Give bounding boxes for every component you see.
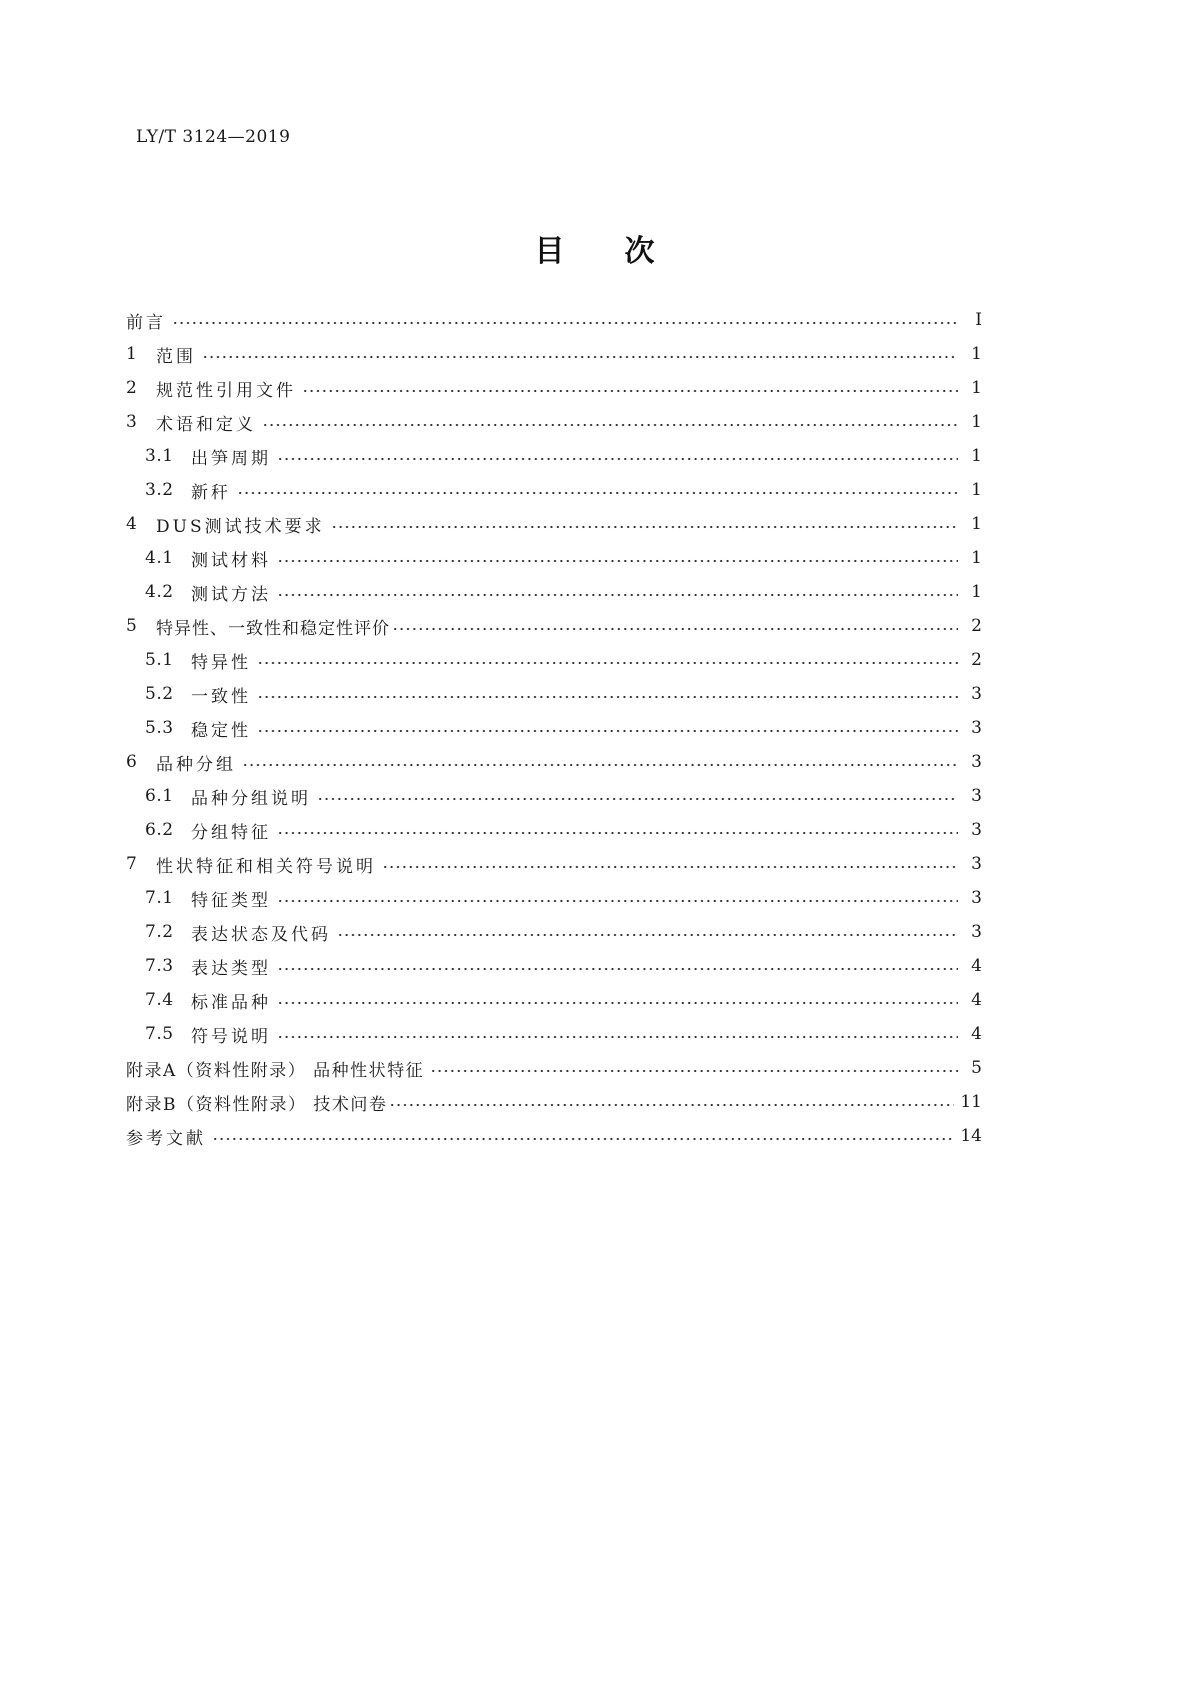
toc-entry-number: 3.2 [145,480,174,500]
toc-entry-7-1[interactable] [145,883,982,913]
toc-entry-page: 3 [971,684,982,704]
toc-entry-label: 性状特征和相关符号说明 [156,856,376,877]
dot-leader [302,373,958,403]
toc-entry-number: 4.2 [145,582,174,602]
toc-entry-1[interactable] [126,339,982,369]
toc-entry-label: 附录A（资料性附录） 品种性状特征 [126,1060,425,1081]
toc-entry-label: DUS测试技术要求 [156,516,325,537]
toc-entry-preface[interactable] [126,305,982,335]
toc-entry-7-5[interactable] [145,1019,982,1049]
toc-entry-label: 表达类型 [191,958,271,979]
toc-entry-4[interactable] [126,509,982,539]
dot-leader [277,441,958,471]
dot-leader [331,509,958,539]
title-char-1: 目 [534,234,567,269]
toc-entry-label: 新秆 [191,482,231,503]
toc-entry-page: 2 [971,616,982,636]
toc-entry-number: 1 [126,344,138,364]
page-title [0,226,1191,270]
toc-entry-page: 4 [971,1024,982,1044]
toc-entry-page: 1 [971,514,982,534]
toc-entry-label: 标准品种 [191,992,271,1013]
toc-entry-number: 2 [126,378,138,398]
toc-entry-label: 术语和定义 [156,414,256,435]
toc-entry-references[interactable] [126,1121,982,1151]
toc-entry-number: 7.4 [145,990,174,1010]
toc-entry-number: 4 [126,514,138,534]
toc-entry-page: 4 [971,956,982,976]
toc-entry-page: 2 [971,650,982,670]
toc-entry-number: 5.3 [145,718,174,738]
dot-leader [382,849,958,879]
toc-entry-label: 特异性、一致性和稳定性评价 [156,618,390,639]
toc-entry-page: 5 [971,1058,982,1078]
dot-leader [277,543,958,573]
toc-entry-5-1[interactable] [145,645,982,675]
toc-entry-page: 1 [971,446,982,466]
dot-leader [257,713,958,743]
title-char-2: 次 [624,234,657,269]
dot-leader [257,645,958,675]
dot-leader [172,305,958,335]
toc-entry-page: 1 [971,378,982,398]
toc-entry-number: 7 [126,854,138,874]
standard-code: LY/T 3124—2019 [136,127,291,147]
toc-entry-label: 规范性引用文件 [156,380,296,401]
toc-entry-2[interactable] [126,373,982,403]
toc-entry-7-2[interactable] [145,917,982,947]
toc-entry-5[interactable] [126,611,982,641]
toc-entry-page: 1 [971,548,982,568]
toc-entry-number: 4.1 [145,548,174,568]
toc-entry-label: 符号说明 [191,1026,271,1047]
dot-leader [277,883,958,913]
toc-entry-number: 7.1 [145,888,174,908]
dot-leader [212,1121,954,1151]
toc-entry-number: 3 [126,412,138,432]
toc-entry-3-2[interactable] [145,475,982,505]
toc-entry-number: 6.2 [145,820,174,840]
toc-entry-number: 7.3 [145,956,174,976]
toc-entry-7-3[interactable] [145,951,982,981]
toc-entry-number: 5.1 [145,650,174,670]
toc-entry-3-1[interactable] [145,441,982,471]
toc-entry-number: 6.1 [145,786,174,806]
toc-entry-3[interactable] [126,407,982,437]
toc-entry-appendix-a[interactable] [126,1053,982,1083]
dot-leader [392,611,958,641]
toc-entry-page: 3 [971,786,982,806]
toc-entry-page: 4 [971,990,982,1010]
toc-entry-number: 6 [126,752,138,772]
toc-entry-page: 1 [971,480,982,500]
dot-leader [277,985,958,1015]
toc-entry-number: 7.2 [145,922,174,942]
toc-entry-label: 品种分组 [156,754,236,775]
toc-entry-number: 5 [126,616,138,636]
toc-entry-label: 品种分组说明 [191,788,311,809]
toc-entry-page: 3 [971,888,982,908]
toc-entry-4-2[interactable] [145,577,982,607]
dot-leader [389,1087,954,1117]
toc-entry-page: 1 [971,412,982,432]
toc-entry-label: 特异性 [191,652,251,673]
dot-leader [262,407,958,437]
toc-entry-appendix-b[interactable] [126,1087,982,1117]
toc-entry-6[interactable] [126,747,982,777]
dot-leader [277,951,958,981]
toc-entry-page: 11 [960,1092,982,1112]
toc-entry-page: 1 [971,344,982,364]
toc-entry-label: 一致性 [191,686,251,707]
dot-leader [317,781,958,811]
toc-entry-6-1[interactable] [145,781,982,811]
toc-entry-5-2[interactable] [145,679,982,709]
toc-entry-number: 7.5 [145,1024,174,1044]
toc-entry-number: 5.2 [145,684,174,704]
dot-leader [237,475,958,505]
toc-entry-6-2[interactable] [145,815,982,845]
toc-entry-7[interactable] [126,849,982,879]
toc-entry-label: 稳定性 [191,720,251,741]
toc-entry-label: 测试材料 [191,550,271,571]
toc-entry-number: 3.1 [145,446,174,466]
toc-entry-4-1[interactable] [145,543,982,573]
toc-entry-5-3[interactable] [145,713,982,743]
toc-entry-page: 3 [971,752,982,772]
toc-entry-7-4[interactable] [145,985,982,1015]
toc-entry-page: 3 [971,718,982,738]
dot-leader [277,577,958,607]
dot-leader [242,747,958,777]
toc-entry-label: 范围 [156,346,196,367]
dot-leader [202,339,958,369]
dot-leader [277,815,958,845]
toc-entry-label: 测试方法 [191,584,271,605]
toc-entry-label: 附录B（资料性附录） 技术问卷 [126,1094,388,1115]
toc-entry-page: 3 [971,820,982,840]
toc-entry-page: 14 [960,1126,982,1146]
toc-entry-page: 3 [971,854,982,874]
dot-leader [337,917,958,947]
toc-entry-label: 前言 [126,312,166,333]
toc-entry-label: 参考文献 [126,1128,206,1149]
dot-leader [430,1053,958,1083]
toc-entry-label: 出笋周期 [191,448,271,469]
toc-entry-page: 3 [971,922,982,942]
toc-entry-label: 分组特征 [191,822,271,843]
toc-entry-page: 1 [971,582,982,602]
dot-leader [277,1019,958,1049]
toc-entry-label: 表达状态及代码 [191,924,331,945]
toc-entry-page: Ⅰ [975,310,982,330]
toc-entry-label: 特征类型 [191,890,271,911]
dot-leader [257,679,958,709]
